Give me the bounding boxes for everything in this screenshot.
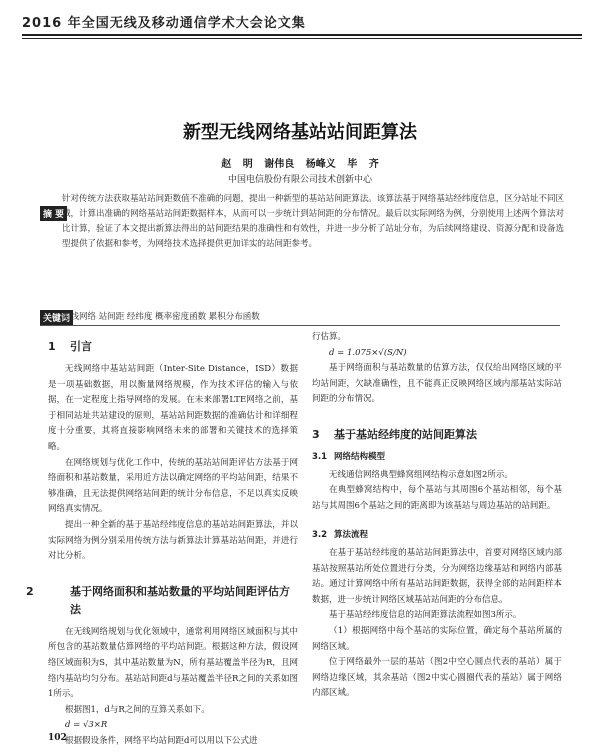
paragraph: 根据假设条件，网络平均站间距d可以用以下公式进 [65,735,258,746]
paper-title: 新型无线网络基站站间距算法 [183,122,417,143]
section-heading [312,426,562,444]
section-heading [26,583,298,619]
abstract-text: 针对传统方法获取基站站间距数值不准确的问题，提出一种新型的基站站间距算法。该算法基于网络基站经纬度信息，区分站址不同区域，计算出准确的网络基站站间距数据样本，从而可以一步统计到站间距的分布情况。最后以实际网络为例，分别使用上述两个算法对比计算，验证了本文提出新算法得出的站间距结果的准确性和有效性，并进一步分析了站址分布，为后续网络建设、资源分配和设备选型提供了依据和参考，为网络技术选择提供更加详实的站间距参考。 [62,194,564,249]
page-number: 102 [48,733,67,743]
affiliation: 中国电信股份有限公司技术创新中心 [227,175,372,185]
header-rule-thick [22,34,582,36]
header-rule-thin [22,38,582,39]
abstract-divider [40,325,560,326]
left-column [26,330,298,749]
author: 谢伟良 [264,159,295,170]
paragraph: （1）根据网络中每个基站的实际位置，确定每个基站所属的网络区域。 [312,625,562,652]
author: 杨峰义 [305,159,336,170]
paragraph: 提出一种全新的基于基站经纬度信息的基站站间距算法，并以实际网络为例分别采用传统方法与新算法计算基站站间距，并进行对比分析。 [48,519,298,562]
keywords-text: 无线网络 站间距 经纬度 概率密度函数 累积分布函数 [62,312,260,322]
paragraph: 在网络规划与优化工作中，传统的基站站间距评估方法基于网络面积和基站数量，采用近方法以确定网络的平均站间距，结果不够准确，且无法提供网络站间距的统计分布信息，不足以真实反映网络真实情况。 [48,457,298,515]
section-title: 基于基站经纬度的站间距算法 [334,427,477,441]
proceedings-title: 2016 年全国无线及移动通信学术大会论文集 [22,16,306,31]
subsection-title: 算法流程 [334,530,369,541]
author: 毕 齐 [347,159,379,170]
paragraph: 位于网络最外一层的基站（图2中空心圆点代表的基站）属于网络边缘区域，其余基站（图2中实心圆圈代表的基站）属于网络内部区域。 [312,657,562,699]
paragraph: 在基于基站经纬度的基站站间距算法中，首要对网络区域内部基站按照基站所处位置进行分类，分为网络边缘基站和网络内部基站。通过计算网络中所有基站站间距数据，获得全部的站间距样本数据，进一步统计网络区域基站站间距的分布信息。 [312,547,562,605]
section-heading [48,338,298,356]
subsection-heading [312,528,562,544]
author: 赵 明 [221,159,253,170]
subsection-heading [312,450,562,466]
section-number: 3 [312,427,320,441]
section-title: 基于网络面积和基站数量的平均站间距评估方法 [70,584,290,616]
formula: d = √3×R [65,720,108,731]
paragraph: 基于基站经纬度信息的站间距算法流程如图3所示。 [329,610,522,621]
running-header [22,12,582,31]
abstract-label: 摘 要 [40,206,67,221]
paragraph-continuation: 行估算。 [312,332,347,342]
subsection-title: 网络结构模型 [334,451,386,462]
section-title: 引言 [70,340,92,353]
right-column [312,330,562,702]
paragraph: 在典型蜂窝结构中，每个基站与其周围6个基站相邻，每个基站与其周围6个基站之间的距离即为该基站与周边基站的站间距。 [312,485,562,511]
section-number: 1 [48,340,56,353]
formula: d = 1.075×√(S/N) [329,347,407,358]
paragraph: 在无线网络规划与优化领域中，通常利用网络区域面积与其中所包含的基站数量估算网络的平均站间距。根据这种方法，假设网络区域面积为S，其中基站数量为N，所有基站覆盖半径为R，且网络内基站均匀分布。基站站间距d与基站覆盖半径R之间的关系如图1所示。 [48,626,298,700]
paragraph: 无线网络中基站站间距（Inter-Site Distance，ISD）数据是一项基础数据，用以衡量网络规模，作为技术评估的输入与依据，在一定程度上指导网络的发展。在未来部署LTE网络之前，基于相同站址共站建设的原则，基站站间距数据的准确估计和详细程度十分重要，其将直接影响网络未来的部署和关键技术的选择策略。 [48,364,298,452]
paragraph: 根据图1，d与R之间的互算关系如下。 [65,704,210,715]
paragraph: 无线通信网络典型蜂窝组网结构示意如图2所示。 [329,469,513,480]
subsection-number: 3.2 [312,530,328,541]
paragraph: 基于网络面积与基站数量的估算方法，仅仅给出网络区域的平均站间距，欠缺准确性，且不能真正反映网络区域内部基站实际站间距的分布情况。 [312,363,562,405]
section-number: 2 [26,584,34,598]
author-list [0,155,600,170]
keywords-label: 关键词 [40,310,73,325]
subsection-number: 3.1 [312,451,328,462]
